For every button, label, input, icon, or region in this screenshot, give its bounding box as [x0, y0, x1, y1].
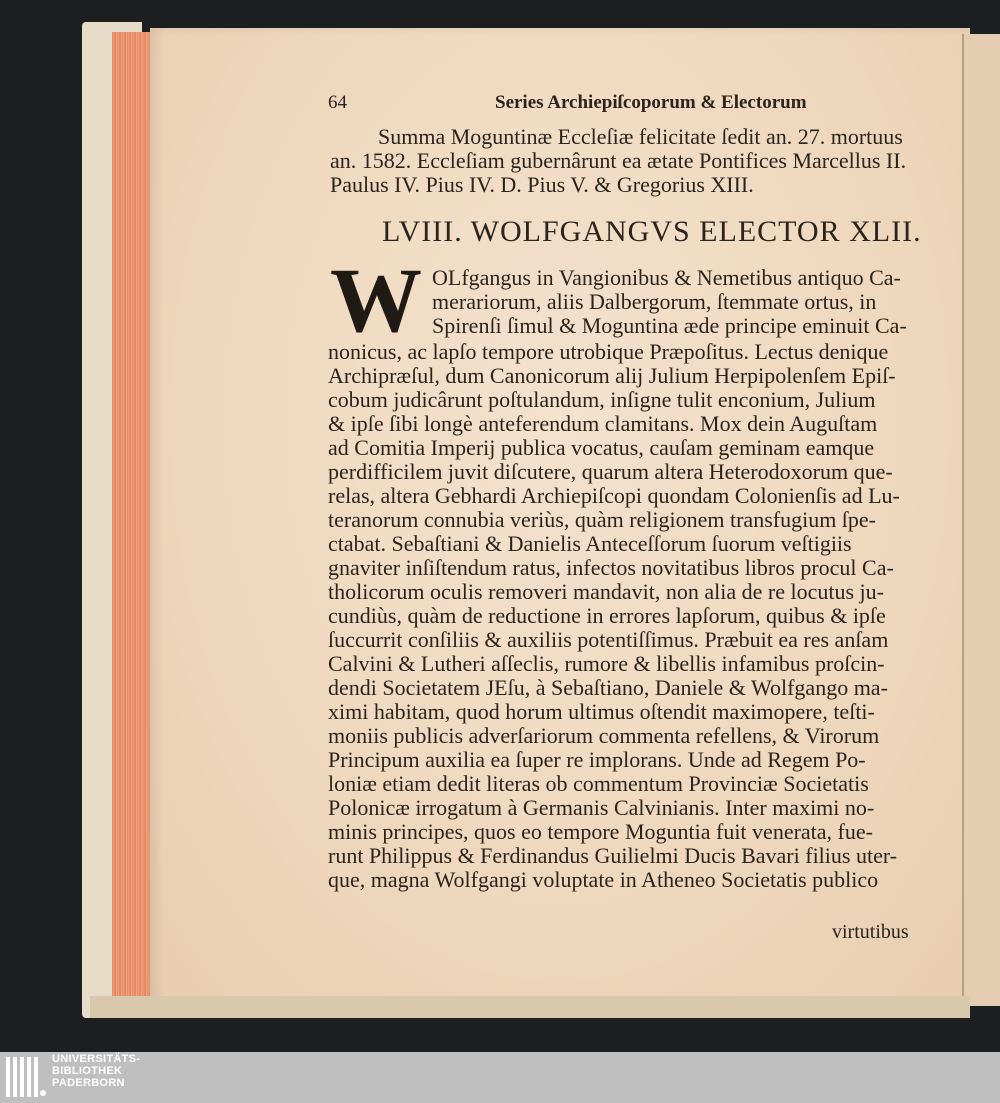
text-line: merariorum, aliis Dalbergorum, ſtemmate ortus, in	[432, 289, 877, 314]
text-line: Calvini & Lutheri aſſeclis, rumore & libellis infamibus proſcin-	[328, 651, 885, 676]
library-footer-bar	[0, 1052, 1000, 1103]
text-line: perdifficilem juvit diſcutere, quarum altera Heterodoxorum que-	[328, 459, 893, 484]
library-name-line: UNIVERSITÄTS-	[52, 1053, 141, 1065]
text-line: Spirenſi ſimul & Moguntina æde principe eminuit Ca-	[432, 313, 907, 338]
text-line: gnaviter inſiſtendum ratus, infectos novitatibus libros procul Ca-	[328, 555, 894, 580]
facing-page-edge	[962, 34, 1000, 1006]
text-line: ad Comitia Imperij publica vocatus, cauſam geminam eamque	[328, 435, 875, 460]
text-line: ſuccurrit conſiliis & auxiliis potentiſſimus. Præbuit ea res anſam	[328, 627, 889, 652]
text-line: que, magna Wolfgangi voluptate in Atheneo Societatis publico	[328, 867, 879, 892]
text-line: Polonicæ irrogatum à Germanis Calvinianis. Inter maximi no-	[328, 795, 875, 820]
library-logo-icon	[4, 1055, 46, 1099]
text-line: cundiùs, quàm de reductione in errores lapſorum, quibus & ipſe	[328, 603, 886, 628]
text-line: cobum judicârunt poſtulandum, inſigne tulit enconium, Julium	[328, 387, 876, 412]
text-line: runt Philippus & Ferdinandus Guilielmi Ducis Bavari filius uter-	[328, 843, 898, 868]
page-number: 64	[328, 92, 347, 113]
text-line: Summa Moguntinæ Eccleſiæ felicitate ſedit an. 27. mortuus	[378, 124, 903, 149]
text-line: dendi Societatem JEſu, à Sebaſtiano, Daniele & Wolfgango ma-	[328, 675, 888, 700]
text-line: tholicorum oculis removeri mandavit, non alia de re locutus ju-	[328, 579, 884, 604]
catchword: virtutibus	[832, 921, 909, 943]
text-line: relas, altera Gebhardi Archiepiſcopi quondam Colonienſis ad Lu-	[328, 483, 900, 508]
running-title: Series Archiepiſcoporum & Electorum	[495, 92, 807, 113]
text-line: minis principes, quos eo tempore Moguntia fuit venerata, fue-	[328, 819, 873, 844]
drop-cap-initial: W	[330, 249, 422, 351]
text-line: & ipſe ſibi longè anteferendum clamitans. Mox dein Auguſtam	[328, 411, 878, 436]
library-name	[52, 1053, 140, 1089]
library-name-line: PADERBORN	[52, 1077, 125, 1089]
book-bottom-edge	[90, 996, 970, 1018]
text-line: moniis publicis adverſariorum commenta refellens, & Virorum	[328, 723, 880, 748]
text-line: nonicus, ac lapſo tempore utrobique Præpoſitus. Lectus denique	[328, 339, 889, 364]
text-line: OLfgangus in Vangionibus & Nemetibus antiquo Ca-	[432, 265, 901, 290]
text-line: ctabat. Sebaſtiani & Danielis Anteceſſorum ſuorum veſtigiis	[328, 531, 852, 556]
text-line: Principum auxilia ea ſuper re implorans. Unde ad Regem Po-	[328, 747, 866, 772]
chapter-heading: LVIII. WOLFGANGVS ELECTOR XLII.	[382, 215, 922, 248]
text-line: an. 1582. Eccleſiam gubernârunt ea ætate Pontifices Marcellus II.	[330, 148, 907, 173]
text-line: Archipræſul, dum Canonicorum alij Julium Herpipolenſem Epiſ-	[328, 363, 896, 388]
text-line: Paulus IV. Pius IV. D. Pius V. & Gregorius XIII.	[330, 172, 754, 197]
text-line: loniæ etiam dedit literas ob commentum Provinciæ Societatis	[328, 771, 869, 796]
library-name-line: BIBLIOTHEK	[52, 1065, 123, 1077]
text-line: ximi habitam, quod horum ultimus oſtendit maximopere, teſti-	[328, 699, 875, 724]
text-line: teranorum connubia veriùs, quàm religionem transfugium ſpe-	[328, 507, 877, 532]
